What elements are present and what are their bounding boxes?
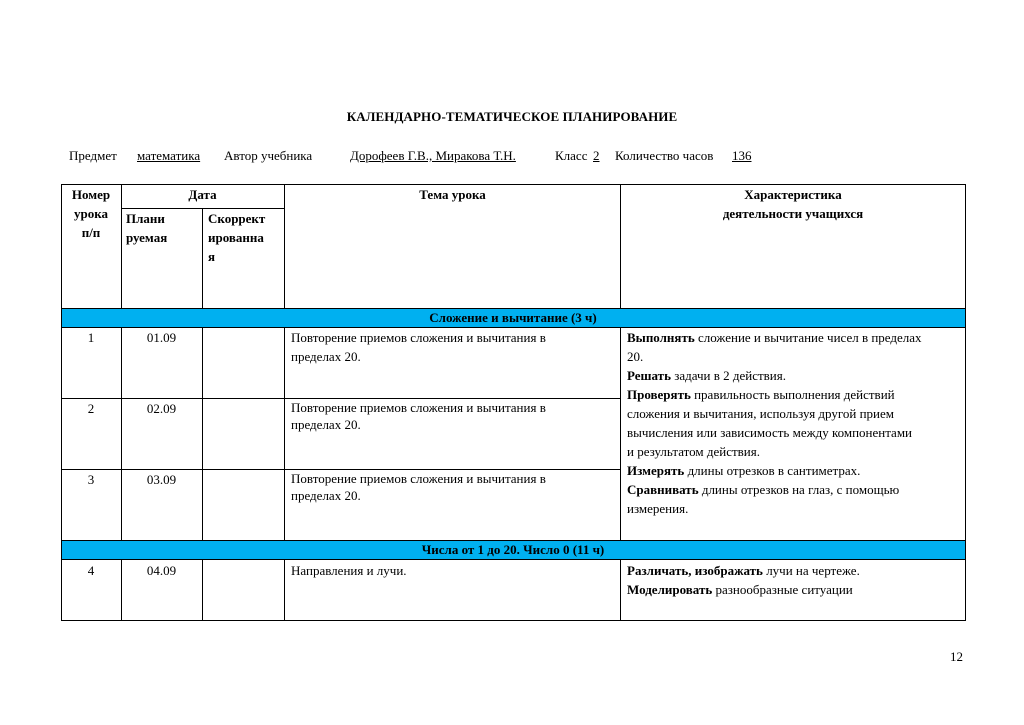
activity-line: Различать, изображать лучи на чертеже. [627,563,860,578]
header-activity-line2: деятельности учащихся [722,206,864,221]
activity-description-1 [627,328,963,518]
section-title-1: Сложение и вычитание (3 ч) [429,310,597,325]
page-number: 12 [950,649,963,664]
row-planned-date: 02.09 [146,401,177,416]
header-number-line3: п/п [81,225,101,240]
section-title-2: Числа от 1 до 20. Число 0 (11 ч) [421,542,605,557]
class-value: 2 [593,148,600,163]
activity-line: Проверять правильность выполнения действий [627,387,895,402]
header-corrected-line1: Скоррект [208,211,266,226]
activity-line: 20. [627,349,644,364]
row-planned-date: 01.09 [146,330,177,345]
row-topic [291,561,616,580]
activity-line: Моделировать разнообразные ситуации [627,582,853,597]
header-corrected-line2: ированна [208,230,264,245]
activity-line: Решать задачи в 2 действия. [627,368,786,383]
activity-line: вычисления или зависимость между компонентами [627,425,913,440]
row-number: 4 [87,563,95,578]
activity-line: измерения. [627,501,689,516]
header-planned-line2: руемая [126,230,168,245]
activity-line: Измерять длины отрезков в сантиметрах. [627,463,861,478]
row-topic-line2: пределах 20. [291,349,361,364]
row-topic-line1: Повторение приемов сложения и вычитания в [291,400,546,415]
activity-line: Сравнивать длины отрезков на глаз, с помощью [627,482,900,497]
hours-label: Количество часов [615,148,714,163]
row-topic [291,328,616,366]
author-label: Автор учебника [224,148,313,163]
header-activity [621,185,965,223]
header-activity-line1: Характеристика [744,187,842,202]
header-corrected-line3: я [208,249,216,264]
activity-description-2 [627,561,963,599]
row-topic-line2: пределах 20. [291,417,361,432]
row-topic-line1: Повторение приемов сложения и вычитания в [291,330,546,345]
row-number: 1 [87,330,95,345]
hours-value: 136 [732,148,752,163]
subject-label: Предмет [69,148,117,163]
row-topic-line2: пределах 20. [291,488,361,503]
author-value: Дорофеев Г.В., Миракова Т.Н. [350,148,516,163]
row-number: 2 [87,401,95,416]
row-topic-line1: Повторение приемов сложения и вычитания в [291,471,546,486]
subject-value: математика [137,148,201,163]
class-label: Класс [555,148,588,163]
activity-line: сложения и вычитания, используя другой прием [627,406,895,421]
header-number [61,185,121,242]
header-planned-line1: Плани [126,211,165,226]
activity-line: Выполнять сложение и вычитание чисел в пределах [627,330,922,345]
header-date: Дата [188,187,217,202]
header-topic: Тема урока [419,187,486,202]
page-title: КАЛЕНДАРНО-ТЕМАТИЧЕСКОЕ ПЛАНИРОВАНИЕ [346,109,678,124]
row-topic-line1: Направления и лучи. [291,563,407,578]
activity-line: и результатом действия. [627,444,760,459]
header-number-line1: Номер [71,187,111,202]
row-topic [291,399,616,433]
header-corrected [208,209,284,266]
header-planned [126,209,198,247]
row-number: 3 [87,472,95,487]
row-topic [291,470,616,504]
row-planned-date: 04.09 [146,563,177,578]
row-planned-date: 03.09 [146,472,177,487]
header-number-line2: урока [73,206,109,221]
